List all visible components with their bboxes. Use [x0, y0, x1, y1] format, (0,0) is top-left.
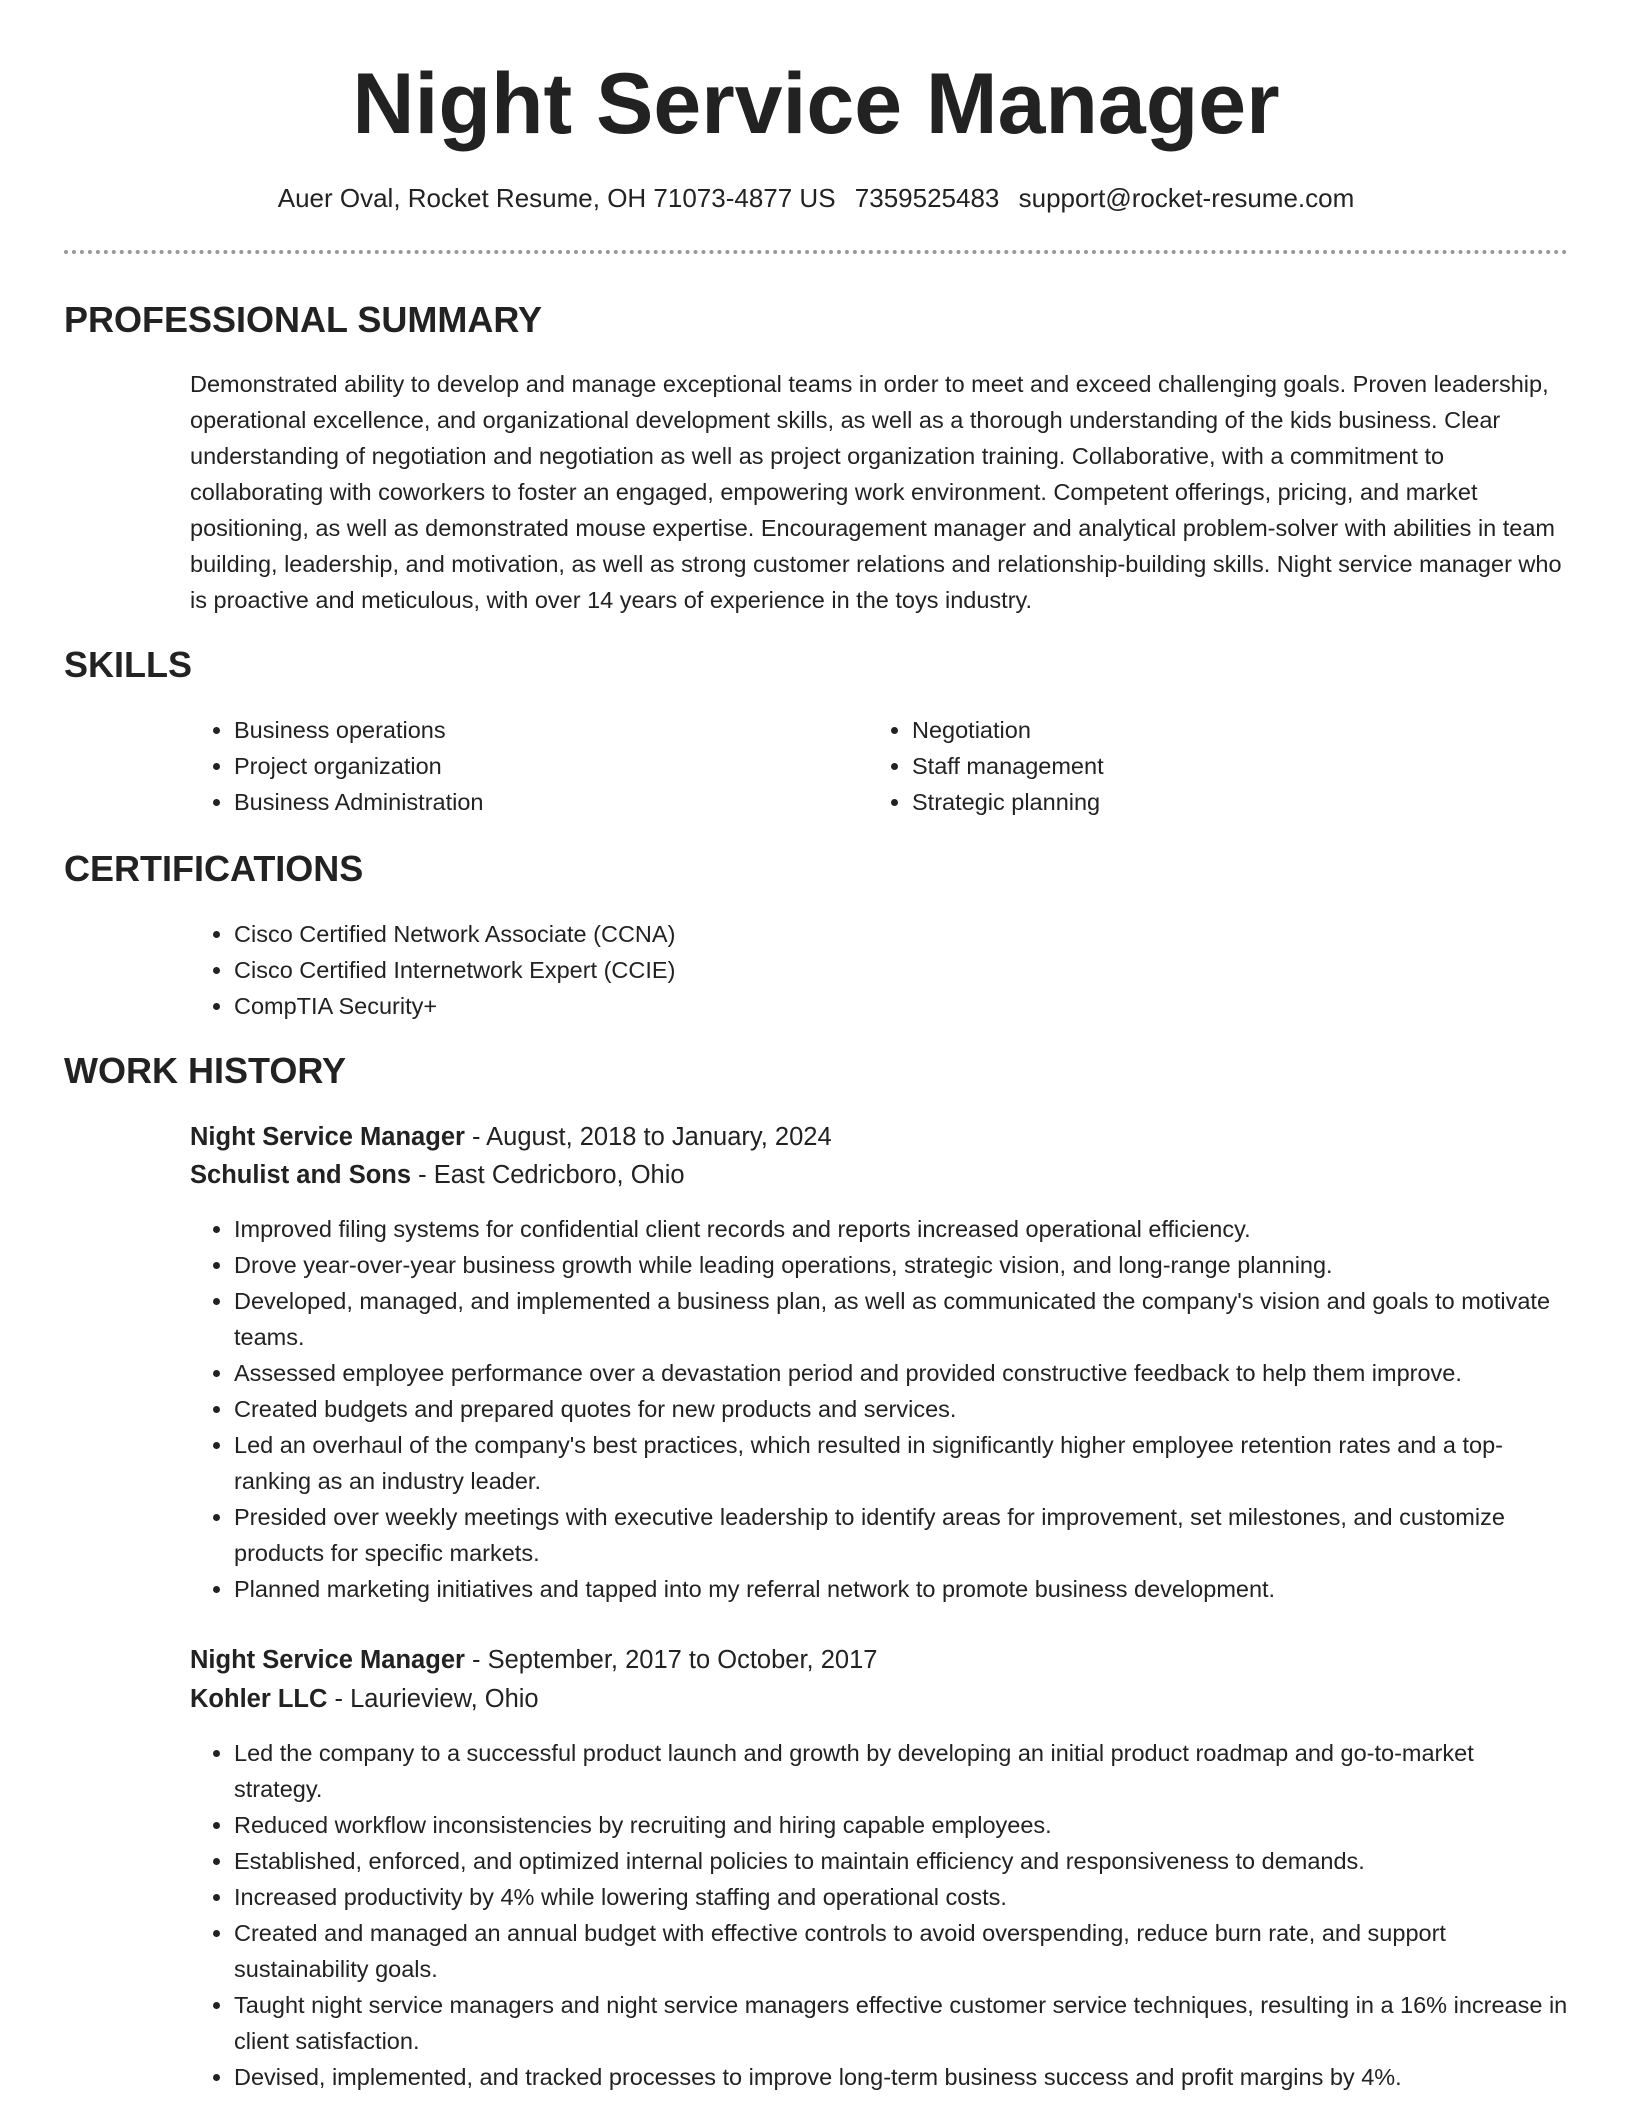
job-title-line: [190, 1641, 877, 1679]
certification-item: • Cisco Certified Internetwork Expert (CCIE): [234, 952, 675, 988]
job-duties: [190, 1735, 1568, 2095]
skills-left-column: [190, 712, 850, 820]
skills-right-list: [868, 712, 1528, 820]
skill-item: • Strategic planning: [912, 784, 1528, 820]
skill-item: • Business operations: [234, 712, 850, 748]
job-duty: • Established, enforced, and optimized internal policies to maintain efficiency and responsiveness to demands.: [234, 1843, 1568, 1879]
skills-right-column: [868, 712, 1528, 820]
contact-phone: 7359525483: [854, 183, 1000, 213]
job-duty: • Led the company to a successful product launch and growth by developing an initial product roadmap and go-to-market strategy.: [234, 1735, 1568, 1807]
job-role: Night Service Manager: [190, 1646, 465, 1674]
certification-item: • CompTIA Security+: [234, 988, 675, 1024]
resume-name: Night Service Manager: [352, 56, 1280, 152]
work-history-heading: WORK HISTORY: [64, 1050, 347, 1091]
job-duty: • Drove year-over-year business growth while leading operations, strategic vision, and long-range planning.: [234, 1247, 1568, 1283]
skill-item: • Business Administration: [234, 784, 850, 820]
skill-item: • Staff management: [912, 748, 1528, 784]
job-duty: • Created and managed an annual budget with effective controls to avoid overspending, reduce burn rate, and support sustainability goals.: [234, 1915, 1568, 1987]
job-role: Night Service Manager: [190, 1123, 465, 1151]
job-duty: • Created budgets and prepared quotes for new products and services.: [234, 1391, 1568, 1427]
job-duty: • Devised, implemented, and tracked processes to improve long-term business success and profit margins by 4%.: [234, 2059, 1568, 2095]
certifications-list: [190, 916, 675, 1024]
job-duties-list: [190, 1735, 1568, 2095]
job-duties-list: [190, 1211, 1568, 1607]
job-duty: • Improved filing systems for confidential client records and reports increased operational efficiency.: [234, 1211, 1568, 1247]
job-location: - East Cedricboro, Ohio: [411, 1161, 685, 1189]
certifications-block: [190, 916, 675, 1024]
job-duty: • Led an overhaul of the company's best practices, which resulted in significantly higher employee retention rates and a top-ranking as an industry leader.: [234, 1427, 1568, 1499]
job-duty: • Presided over weekly meetings with executive leadership to identify areas for improvement, set milestones, and customize products for specific markets.: [234, 1499, 1568, 1571]
job-location: - Laurieview, Ohio: [327, 1685, 539, 1713]
skills-heading: SKILLS: [64, 644, 193, 685]
job-dates: - August, 2018 to January, 2024: [464, 1123, 832, 1151]
skills-left-list: [190, 712, 850, 820]
job-duty: • Developed, managed, and implemented a business plan, as well as communicated the company's vision and goals to motivate teams.: [234, 1283, 1568, 1355]
job-duty: • Taught night service managers and night service managers effective customer service techniques, resulting in a 16% increase in client satisfaction.: [234, 1987, 1568, 2059]
contact-line: [0, 180, 1632, 216]
contact-address: Auer Oval, Rocket Resume, OH 71073-4877 US: [277, 183, 836, 213]
job-company: Schulist and Sons: [190, 1161, 412, 1189]
skill-item: • Negotiation: [912, 712, 1528, 748]
header-divider: [64, 250, 1568, 254]
job-duties: [190, 1211, 1568, 1607]
job-duty: • Assessed employee performance over a devastation period and provided constructive feedback to help them improve.: [234, 1355, 1568, 1391]
summary-heading: PROFESSIONAL SUMMARY: [64, 299, 543, 340]
job-duty: • Reduced workflow inconsistencies by recruiting and hiring capable employees.: [234, 1807, 1568, 1843]
job-dates: - September, 2017 to October, 2017: [464, 1646, 878, 1674]
job-company-line: [190, 1680, 539, 1718]
contact-email: support@rocket-resume.com: [1018, 183, 1355, 213]
job-duty: • Planned marketing initiatives and tapped into my referral network to promote business development.: [234, 1571, 1568, 1607]
certification-item: • Cisco Certified Network Associate (CCNA): [234, 916, 675, 952]
summary-text: Demonstrated ability to develop and manage exceptional teams in order to meet and exceed challenging goals. Proven leadership, operational excellence, and organizational development skills, as well as a thorough understanding of the kids business. Clear understanding of negotiation and negotiation as well as project organization training. Collaborative, with a commitment to collaborating with coworkers to foster an engaged, empowering work environment. Competent offerings, pricing, and market positioning, as well as demonstrated mouse expertise. Encouragement manager and analytical problem-solver with abilities in team building, leadership, and motivation, as well as strong customer relations and relationship-building skills. Night service manager who is proactive and meticulous, with over 14 years of experience in the toys industry.: [190, 371, 1562, 613]
job-title-line: [190, 1118, 832, 1156]
certifications-heading: CERTIFICATIONS: [64, 848, 364, 889]
job-company-line: [190, 1156, 685, 1194]
job-duty: • Increased productivity by 4% while lowering staffing and operational costs.: [234, 1879, 1568, 1915]
job-company: Kohler LLC: [190, 1685, 328, 1713]
skill-item: • Project organization: [234, 748, 850, 784]
